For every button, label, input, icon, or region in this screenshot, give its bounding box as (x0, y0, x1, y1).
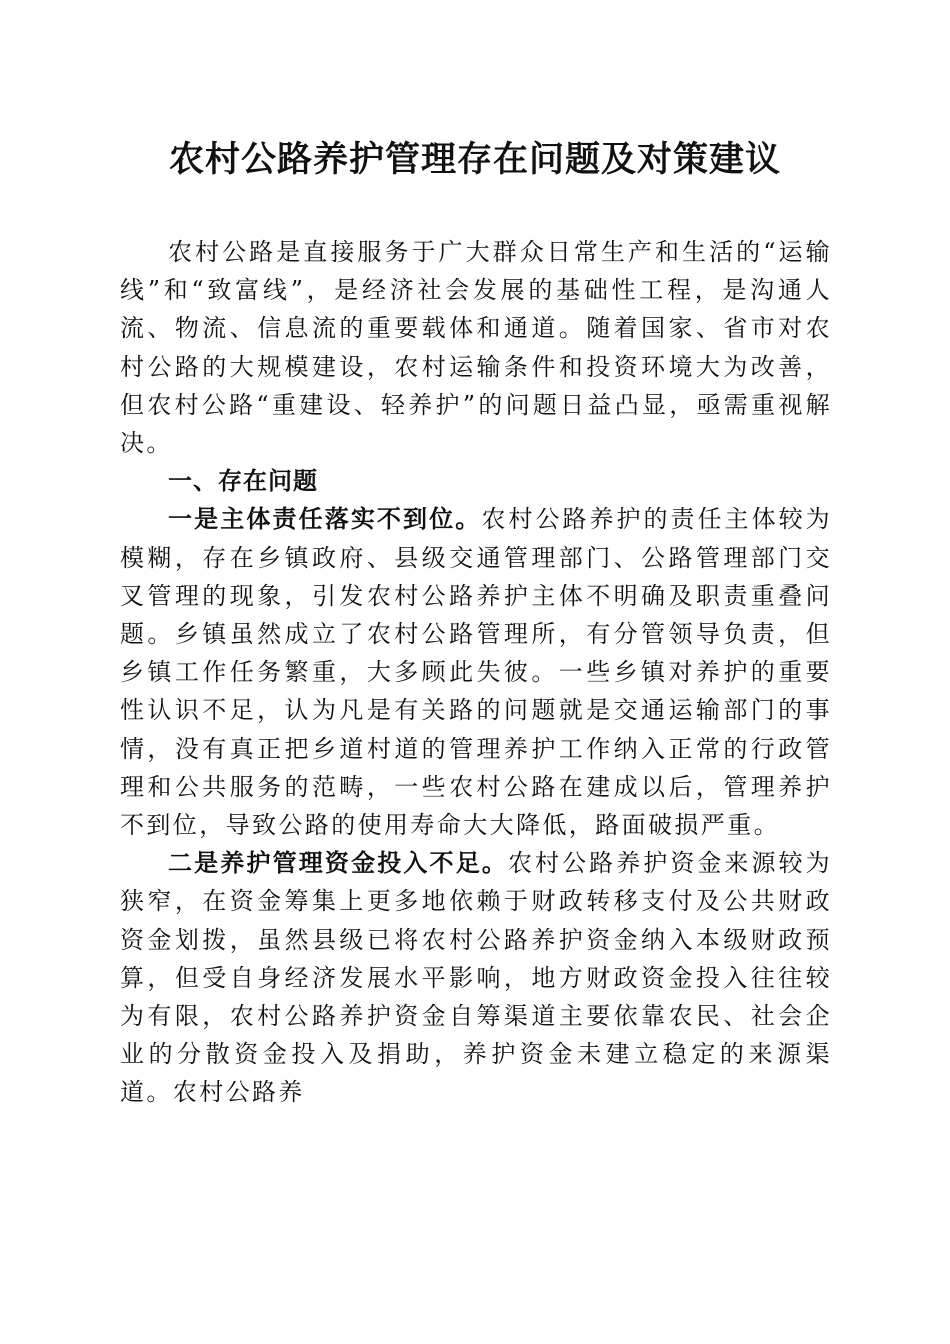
point-one-text: 农村公路养护的责任主体较为模糊，存在乡镇政府、县级交通管理部门、公路管理部门交叉管理的现象，引发农村公路养护主体不明确及职责重叠问题。乡镇虽然成立了农村公路管理所，有分管领导负责，但乡镇工作任务繁重，大多顾此失彼。一些乡镇对养护的重要性认识不足，认为凡是有关路的问题就是交通运输部门的事情，没有真正把乡道村道的管理养护工作纳入正常的行政管理和公共服务的范畴，一些农村公路在建成以后，管理养护不到位，导致公路的使用寿命大大降低，路面破损严重。 (120, 505, 833, 840)
document-title: 农村公路养护管理存在问题及对策建议 (168, 139, 781, 180)
point-two-text: 农村公路养护资金来源较为狭窄，在资金筹集上更多地依赖于财政转移支付及公共财政资金划拨，虽然县级已将农村公路养护资金纳入本级财政预算，但受自身经济发展水平影响，地方财政资金投入往往较为有限，农村公路养护资金自筹渠道主要依靠农民、社会企业的分散资金投入及捐助，养护资金未建立稳定的来源渠道。农村公路养 (120, 849, 832, 1107)
intro-paragraph: 农村公路是直接服务于广大群众日常生产和生活的“运输线”和“致富线”，是经济社会发展的基础性工程，是沟通人流、物流、信息流的重要载体和通道。随着国家、省市对农村公路的大规模建设，农村运输条件和投资环境大为改善，但农村公路“重建设、轻养护”的问题日益凸显，亟需重视解决。 (120, 238, 832, 458)
point-two-lead: 二是养护管理资金投入不足。 (168, 849, 508, 878)
document-body (120, 233, 832, 1112)
section-heading: 一、存在问题 (168, 467, 318, 496)
point-one-lead: 一是主体责任落实不到位。 (168, 505, 482, 534)
point-two-paragraph (120, 844, 832, 1111)
point-one-paragraph (120, 500, 832, 844)
